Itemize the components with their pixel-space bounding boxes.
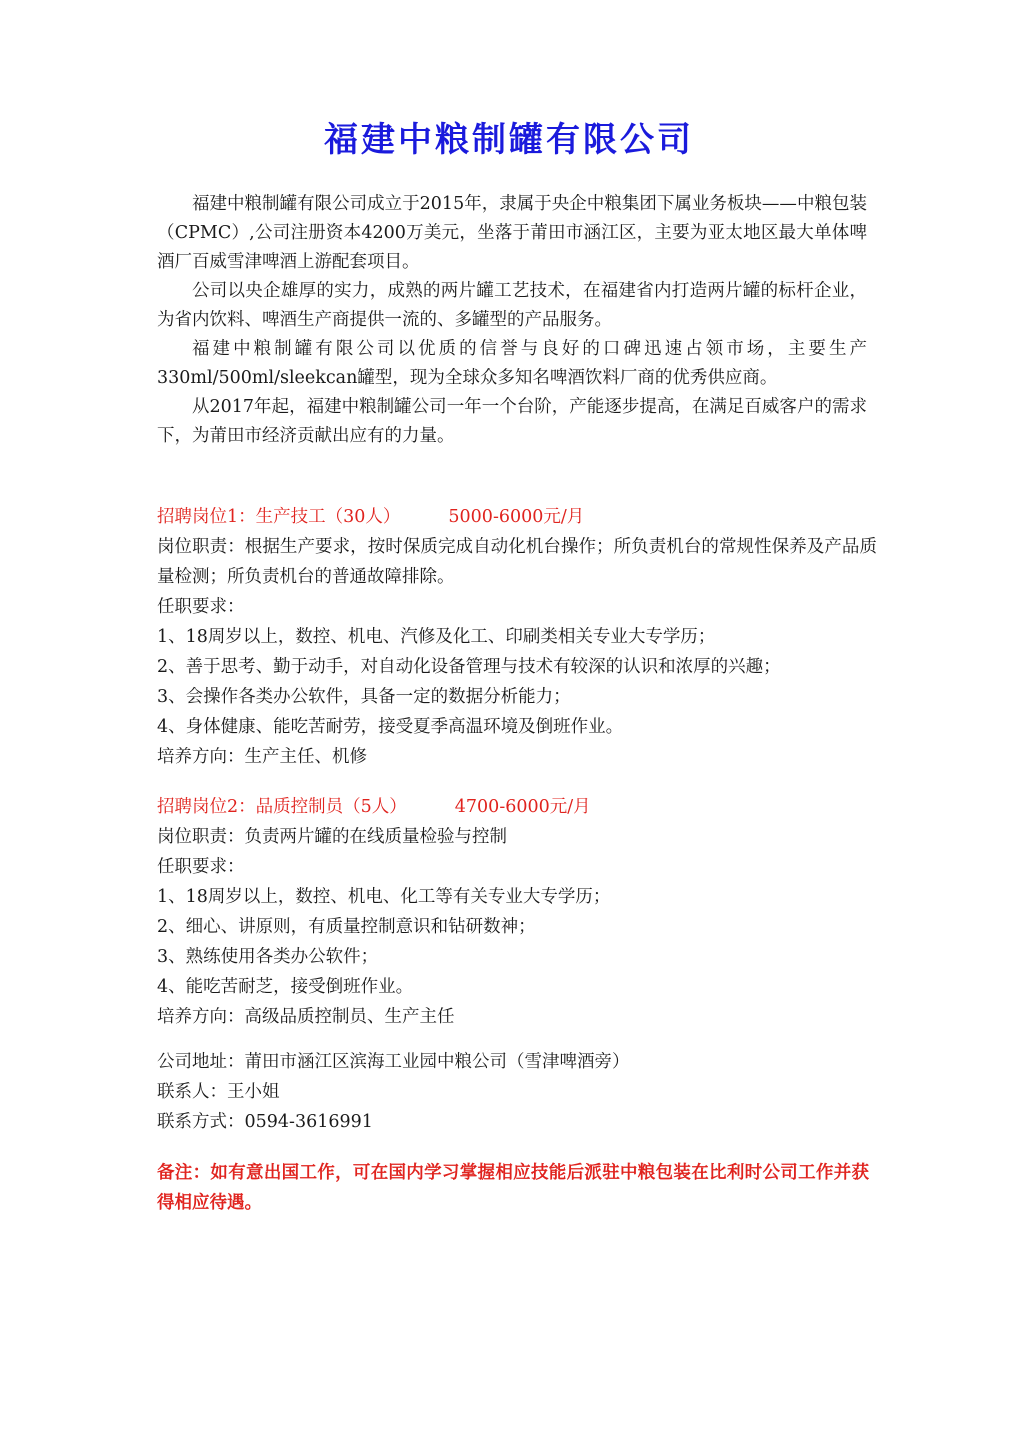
page-title: 福建中粮制罐有限公司 bbox=[324, 120, 694, 160]
job-salary: 5000-6000元/月 bbox=[448, 507, 585, 527]
job-title: 招聘岗位1：生产技工（30人） bbox=[157, 507, 401, 527]
company-intro bbox=[157, 190, 867, 451]
company-address: 公司地址：莆田市涵江区滨海工业园中粮公司（雪津啤酒旁） bbox=[157, 1052, 630, 1072]
career-direction: 培养方向：高级品质控制员、生产主任 bbox=[157, 1007, 455, 1027]
job-duty: 岗位职责：负责两片罐的在线质量检验与控制 bbox=[157, 827, 507, 847]
contact-section bbox=[157, 1047, 877, 1137]
requirement-item: 1、18周岁以上，数控、机电、汽修及化工、印刷类相关专业大专学历； bbox=[157, 627, 716, 647]
intro-paragraph: 福建中粮制罐有限公司成立于2015年，隶属于央企中粮集团下属业务板块——中粮包装（CPMC）,公司注册资本4200万美元，坐落于莆田市涵江区，主要为亚太地区最大单体啤酒厂百威雪津啤酒上游配套项目。 bbox=[157, 194, 867, 272]
requirement-item: 2、细心、讲原则，有质量控制意识和钻研数神； bbox=[157, 917, 536, 937]
job-heading bbox=[157, 792, 877, 822]
requirement-item: 3、会操作各类办公软件，具备一定的数据分析能力； bbox=[157, 687, 571, 707]
requirement-item: 2、善于思考、勤于动手，对自动化设备管理与技术有较深的认识和浓厚的兴趣； bbox=[157, 657, 781, 677]
requirements-label: 任职要求： bbox=[157, 597, 245, 617]
job-salary: 4700-6000元/月 bbox=[454, 797, 591, 817]
intro-paragraph: 福建中粮制罐有限公司以优质的信誉与良好的口碑迅速占领市场，主要生产330ml/500ml/sleekcan罐型，现为全球众多知名啤酒饮料厂商的优秀供应商。 bbox=[157, 339, 867, 388]
job-title: 招聘岗位2：品质控制员（5人） bbox=[157, 797, 407, 817]
contact-phone: 联系方式：0594-3616991 bbox=[157, 1112, 373, 1132]
job-duty: 岗位职责：根据生产要求，按时保质完成自动化机台操作；所负责机台的常规性保养及产品质量检测；所负责机台的普通故障排除。 bbox=[157, 537, 877, 587]
intro-paragraph: 公司以央企雄厚的实力，成熟的两片罐工艺技术，在福建省内打造两片罐的标杆企业，为省内饮料、啤酒生产商提供一流的、多罐型的产品服务。 bbox=[157, 281, 867, 330]
requirement-item: 1、18周岁以上，数控、机电、化工等有关专业大专学历； bbox=[157, 887, 611, 907]
requirement-item: 4、身体健康、能吃苦耐劳，接受夏季高温环境及倒班作业。 bbox=[157, 717, 624, 737]
remark-note: 备注：如有意出国工作，可在国内学习掌握相应技能后派驻中粮包装在比利时公司工作并获得相应待遇。 bbox=[157, 1163, 869, 1213]
job-heading bbox=[157, 502, 877, 532]
requirement-item: 3、熟练使用各类办公软件； bbox=[157, 947, 379, 967]
requirements-label: 任职要求： bbox=[157, 857, 245, 877]
contact-person: 联系人：王小姐 bbox=[157, 1082, 280, 1102]
job-section-1 bbox=[157, 502, 877, 772]
requirement-item: 4、能吃苦耐芝，接受倒班作业。 bbox=[157, 977, 414, 997]
intro-paragraph: 从2017年起，福建中粮制罐公司一年一个台阶，产能逐步提高，在满足百威客户的需求下，为莆田市经济贡献出应有的力量。 bbox=[157, 397, 867, 446]
career-direction: 培养方向：生产主任、机修 bbox=[157, 747, 367, 767]
job-section-2 bbox=[157, 792, 877, 1032]
